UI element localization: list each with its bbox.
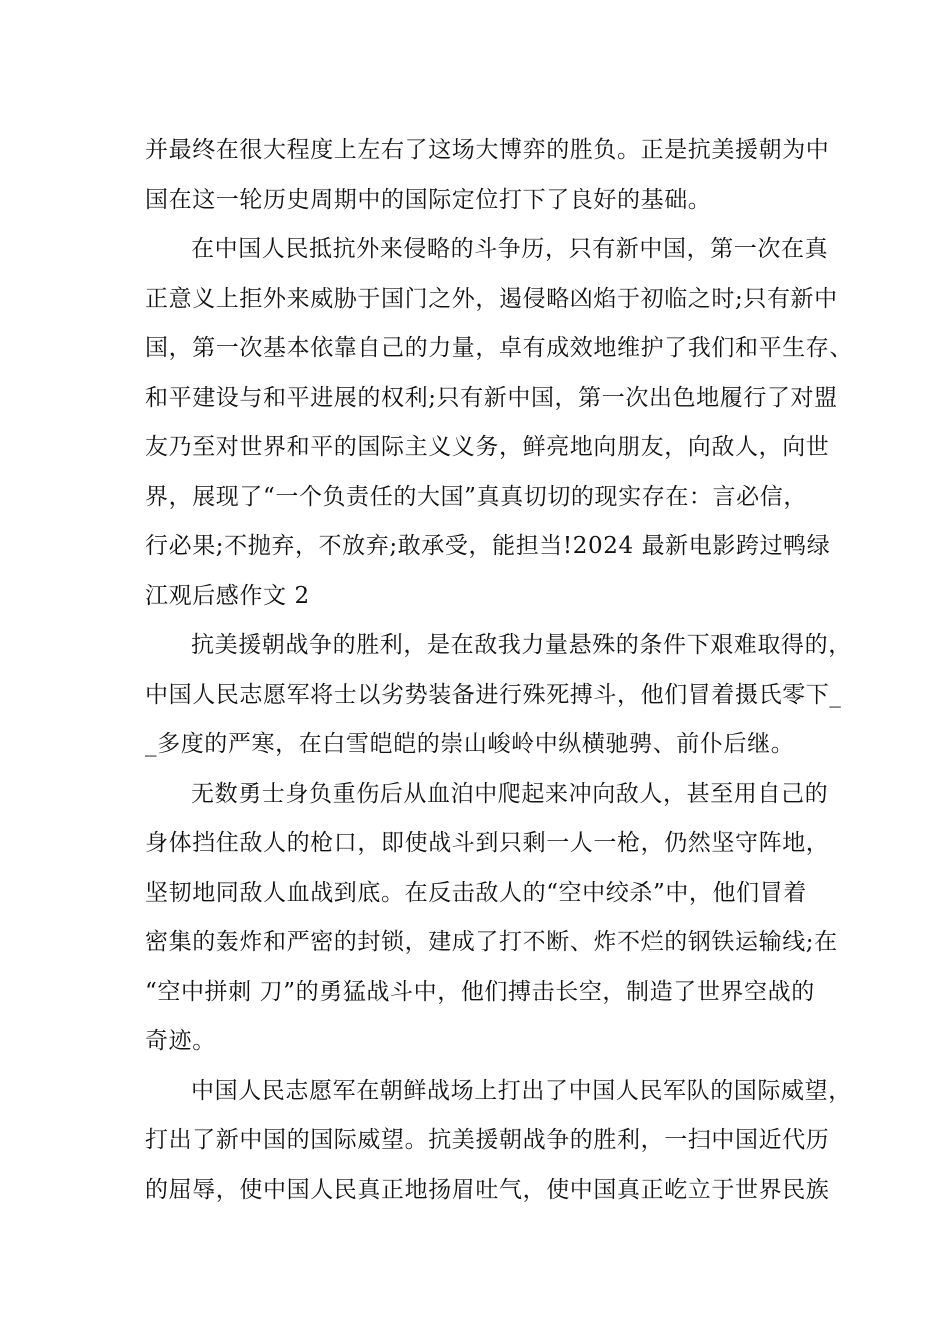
text-line: 奇迹。 — [145, 1028, 216, 1054]
text-line: 国，第一次基本依靠自己的力量，卓有成效地维护了我们和平生存、 — [145, 335, 853, 361]
text-line: 在中国人民抵抗外来侵略的斗争历，只有新中国，第一次在真 — [191, 236, 829, 262]
text-line: 抗美援朝战争的胜利，是在敌我力量悬殊的条件下艰难取得的， — [191, 632, 852, 658]
paragraph-5 — [145, 1067, 852, 1216]
paragraph-4 — [145, 770, 838, 1067]
text-line: 中国人民志愿军将士以劣势装备进行殊死搏斗，他们冒着摄氏零下_ — [145, 681, 842, 708]
text-line: 的屈辱，使中国人民真正地扬眉吐气，使中国真正屹立于世界民族 — [145, 1176, 830, 1203]
paragraph-3 — [145, 621, 852, 770]
text-line: 密集的轰炸和严密的封锁，建成了打不断、炸不烂的钢铁运输线;在 — [145, 929, 838, 955]
text-line: 无数勇士身负重伤后从血泊中爬起来冲向敌人，甚至用自己的 — [191, 780, 829, 807]
text-line: 并最终在很大程度上左右了这场大博弈的胜负。正是抗美援朝为中 — [145, 137, 830, 163]
text-line: 中国人民志愿军在朝鲜战场上打出了中国人民军队的国际威望， — [191, 1077, 852, 1104]
text-line: 国在这一轮历史周期中的国际定位打下了良好的基础。 — [145, 186, 712, 213]
paragraph-2 — [145, 225, 853, 621]
text-line: 友乃至对世界和平的国际主义义务，鲜亮地向朋友，向敌人，向世 — [145, 434, 830, 460]
text-line: “空中拼刺 刀”的勇猛战斗中，他们搏击长空，制造了世界空战的 — [145, 978, 815, 1005]
text-line: 界，展现了“一个负责任的大国”真真切切的现实存在：言必信， — [145, 483, 807, 510]
document-body — [145, 126, 853, 1215]
text-line: 江观后感作文 2 — [145, 582, 310, 609]
text-line: _多度的严寒，在白雪皑皑的崇山峻岭中纵横驰骋、前仆后继。 — [145, 731, 795, 757]
paragraph-1 — [145, 126, 830, 225]
text-line: 坚韧地同敌人血战到底。在反击敌人的“空中绞杀”中，他们冒着 — [145, 879, 807, 906]
text-line: 身体挡住敌人的枪口，即使战斗到只剩一人一枪，仍然坚守阵地， — [145, 830, 830, 856]
text-line: 和平建设与和平进展的权利;只有新中国，第一次出色地履行了对盟 — [145, 384, 838, 411]
text-line: 行必果;不抛弃，不放弃;敢承受，能担当!2024 最新电影跨过鸭绿 — [145, 533, 831, 559]
text-line: 正意义上拒外来威胁于国门之外，遏侵略凶焰于初临之时;只有新中 — [145, 285, 838, 312]
text-line: 打出了新中国的国际威望。抗美援朝战争的胜利，一扫中国近代历 — [145, 1127, 830, 1153]
